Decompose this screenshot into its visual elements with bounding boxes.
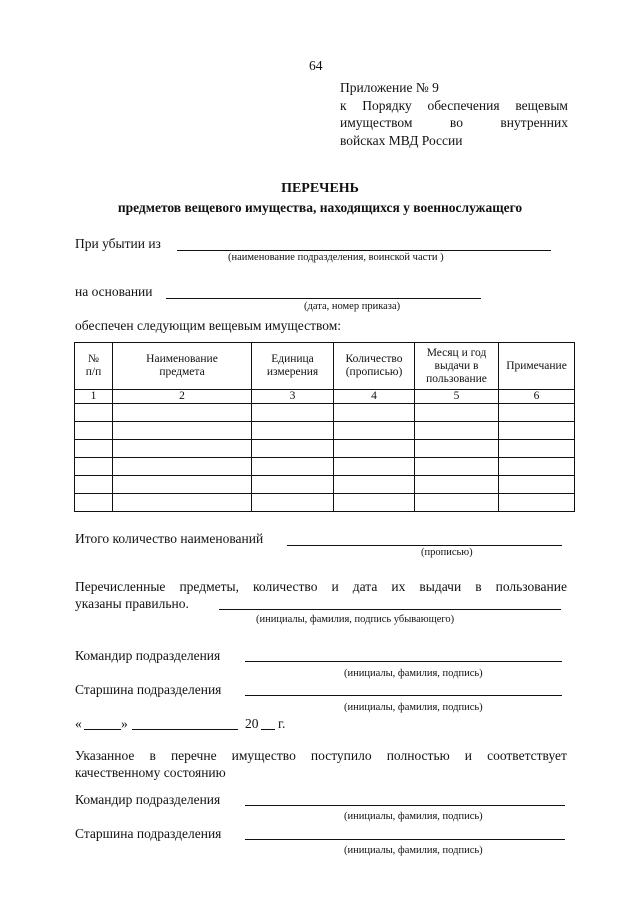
sergeant-label-2: Старшина подразделения xyxy=(75,826,222,841)
date-day-field[interactable] xyxy=(84,729,121,730)
table-cell[interactable] xyxy=(252,476,334,494)
header-note: Примечание xyxy=(499,343,575,390)
table-cell[interactable] xyxy=(499,404,575,422)
commander-signature-field-2[interactable] xyxy=(245,805,565,806)
table-cell[interactable] xyxy=(252,458,334,476)
confirmation-paragraph xyxy=(75,578,567,612)
table-cell[interactable] xyxy=(113,440,252,458)
table-cell[interactable] xyxy=(252,494,334,512)
document-title: ПЕРЕЧЕНЬ xyxy=(281,181,359,196)
header-number: № п/п xyxy=(75,343,113,390)
items-table xyxy=(74,342,575,512)
table-row xyxy=(75,458,575,476)
commander-label-2: Командир подразделения xyxy=(75,792,221,807)
date-open-quote: « xyxy=(75,716,82,731)
table-cell[interactable] xyxy=(334,440,415,458)
received-line-1: Указанное в перечне имущество поступило полностью и соответствует xyxy=(75,748,567,763)
table-cell[interactable] xyxy=(499,494,575,512)
appendix-line-2: к Порядку обеспечения вещевым xyxy=(340,97,568,113)
appendix-line-1: Приложение № 9 xyxy=(340,80,439,95)
table-cell[interactable] xyxy=(252,422,334,440)
table-cell[interactable] xyxy=(75,422,113,440)
departure-hint: (наименование подразделения, воинской части ) xyxy=(228,252,444,263)
column-number: 4 xyxy=(334,390,415,404)
date-close-quote: » xyxy=(121,716,128,731)
appendix-line-3: имуществом во внутренних xyxy=(340,115,568,130)
table-cell[interactable] xyxy=(113,476,252,494)
basis-field[interactable] xyxy=(166,298,481,299)
header-item-name: Наименование предмета xyxy=(113,343,252,390)
table-cell[interactable] xyxy=(113,404,252,422)
sergeant-label-1: Старшина подразделения xyxy=(75,682,222,697)
table-cell[interactable] xyxy=(252,404,334,422)
table-cell[interactable] xyxy=(415,494,499,512)
table-cell[interactable] xyxy=(415,440,499,458)
received-paragraph xyxy=(75,747,567,781)
column-number-row xyxy=(75,390,575,404)
commander-hint-2: (инициалы, фамилия, подпись) xyxy=(344,811,483,822)
column-number: 2 xyxy=(113,390,252,404)
table-cell[interactable] xyxy=(113,458,252,476)
date-year-suffix: г. xyxy=(278,716,286,731)
provided-text: обеспечен следующим вещевым имуществом: xyxy=(75,318,342,333)
header-unit: Единица измерения xyxy=(252,343,334,390)
commander-signature-field-1[interactable] xyxy=(245,661,562,662)
table-row xyxy=(75,440,575,458)
basis-hint: (дата, номер приказа) xyxy=(304,301,401,312)
table-cell[interactable] xyxy=(334,404,415,422)
page-number: 64 xyxy=(309,58,323,73)
departure-label: При убытии из xyxy=(75,236,161,251)
table-cell[interactable] xyxy=(499,422,575,440)
departing-signature-field[interactable] xyxy=(219,609,561,610)
basis-label: на основании xyxy=(75,284,153,299)
confirmation-line-2: указаны правильно. xyxy=(75,596,189,611)
table-cell[interactable] xyxy=(334,494,415,512)
appendix-block xyxy=(340,79,568,149)
table-cell[interactable] xyxy=(75,404,113,422)
total-field[interactable] xyxy=(287,545,562,546)
table-header-row xyxy=(75,343,575,390)
document-subtitle: предметов вещевого имущества, находящихся у военнослужащего xyxy=(117,200,523,215)
column-number: 5 xyxy=(415,390,499,404)
table-cell[interactable] xyxy=(334,476,415,494)
appendix-line-4: войсках МВД России xyxy=(340,132,463,148)
header-quantity: Количество (прописью) xyxy=(334,343,415,390)
table-row xyxy=(75,422,575,440)
total-label: Итого количество наименований xyxy=(75,531,264,546)
table-row xyxy=(75,404,575,422)
table-cell[interactable] xyxy=(113,422,252,440)
table-cell[interactable] xyxy=(415,476,499,494)
table-cell[interactable] xyxy=(334,422,415,440)
date-month-field[interactable] xyxy=(132,729,238,730)
table-cell[interactable] xyxy=(499,440,575,458)
commander-label-1: Командир подразделения xyxy=(75,648,221,663)
table-cell[interactable] xyxy=(75,458,113,476)
sergeant-signature-field-1[interactable] xyxy=(245,695,562,696)
received-line-2: качественному состоянию xyxy=(75,765,226,780)
header-issue-date: Месяц и год выдачи в пользование xyxy=(415,343,499,390)
table-cell[interactable] xyxy=(415,422,499,440)
table-row xyxy=(75,494,575,512)
table-cell[interactable] xyxy=(415,458,499,476)
table-cell[interactable] xyxy=(499,476,575,494)
table-cell[interactable] xyxy=(415,404,499,422)
departing-signature-hint: (инициалы, фамилия, подпись убывающего) xyxy=(256,614,455,625)
date-year-prefix: 20 xyxy=(245,716,259,731)
table-cell[interactable] xyxy=(334,458,415,476)
date-year-field[interactable] xyxy=(261,729,275,730)
table-cell[interactable] xyxy=(75,476,113,494)
sergeant-hint-2: (инициалы, фамилия, подпись) xyxy=(344,845,483,856)
departure-field[interactable] xyxy=(177,250,551,251)
sergeant-signature-field-2[interactable] xyxy=(245,839,565,840)
column-number: 6 xyxy=(499,390,575,404)
column-number: 1 xyxy=(75,390,113,404)
table-cell[interactable] xyxy=(113,494,252,512)
commander-hint-1: (инициалы, фамилия, подпись) xyxy=(344,668,483,679)
table-cell[interactable] xyxy=(499,458,575,476)
confirmation-line-1: Перечисленные предметы, количество и дата их выдачи в пользование xyxy=(75,579,567,594)
table-cell[interactable] xyxy=(75,494,113,512)
table-cell[interactable] xyxy=(252,440,334,458)
table-cell[interactable] xyxy=(75,440,113,458)
column-number: 3 xyxy=(252,390,334,404)
total-hint: (прописью) xyxy=(421,547,473,558)
table-row xyxy=(75,476,575,494)
sergeant-hint-1: (инициалы, фамилия, подпись) xyxy=(344,702,483,713)
